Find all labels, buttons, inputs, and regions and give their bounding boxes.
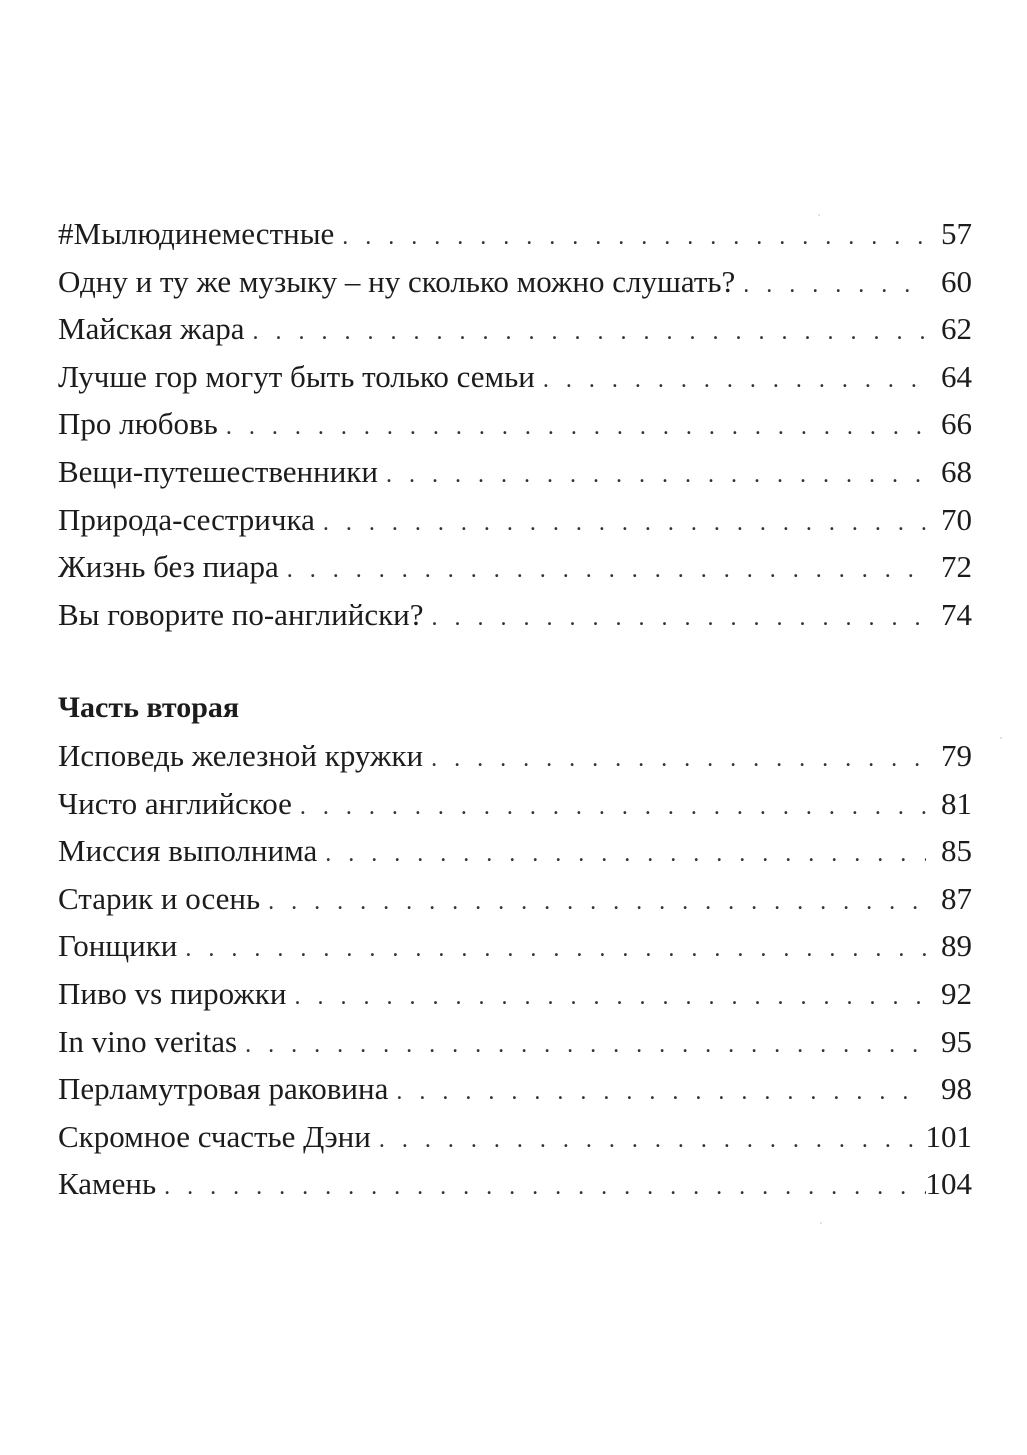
toc-entry-page: 101 (925, 1118, 972, 1154)
toc-entry-title: #Мылюдинеместные (58, 216, 335, 251)
toc-entry (58, 210, 972, 258)
toc-entry-title: In vino veritas (58, 1023, 238, 1059)
toc-entry (58, 591, 972, 639)
toc-entry-page: 57 (941, 216, 972, 251)
toc-entry (58, 970, 972, 1018)
toc-entry-title: Природа-сестричка (58, 501, 315, 537)
toc-entry-page: 81 (941, 785, 972, 821)
toc-entry-title: Чисто английское (58, 785, 292, 821)
toc-entry (58, 400, 972, 448)
dot-leader (379, 1117, 926, 1165)
toc-entry-title: Майская жара (58, 311, 245, 347)
dot-leader (743, 262, 926, 310)
toc-entry (58, 1065, 972, 1113)
toc-entry (58, 258, 972, 306)
toc-entry (58, 1160, 972, 1208)
section-heading: Часть вторая (58, 691, 240, 724)
toc-entry (58, 543, 972, 591)
toc-entry-title: Жизнь без пиара (58, 549, 279, 585)
dot-leader (226, 404, 926, 452)
dot-leader (287, 547, 926, 595)
toc-entry (58, 922, 972, 970)
toc-entry (58, 732, 972, 780)
toc-entry (58, 827, 972, 875)
toc-entry-page: 89 (941, 928, 972, 964)
toc-entry-page: 95 (941, 1023, 972, 1059)
toc-entry-title: Вещи-путешественники (58, 453, 378, 489)
dot-leader (268, 879, 926, 927)
toc-part-two (58, 686, 972, 1208)
toc-entry-title: Исповедь железной кружки (58, 738, 424, 773)
toc-entry-title: Пиво vs пирожки (58, 975, 287, 1011)
toc-entry (58, 1113, 972, 1161)
toc-entry-page: 68 (941, 453, 972, 489)
toc-entry-title: Вы говорите по-английски? (58, 596, 424, 632)
toc-entry-page: 72 (941, 549, 972, 585)
dot-leader (294, 974, 926, 1022)
toc-entry-title: Старик и осень (58, 880, 261, 916)
dot-leader (396, 1069, 926, 1117)
toc-entry (58, 448, 972, 496)
dot-leader (300, 784, 926, 832)
toc-entry-page: 74 (941, 596, 972, 632)
toc-entry (58, 353, 972, 401)
toc-entry-title: Камень (58, 1166, 157, 1202)
dot-leader (325, 831, 926, 879)
toc-entry-title: Одну и ту же музыку – ну сколько можно слушать? (58, 263, 736, 299)
dot-leader (386, 452, 926, 500)
paper-speck (1000, 737, 1002, 739)
toc-entry-page: 62 (941, 311, 972, 347)
paper-speck (820, 1222, 822, 1224)
dot-leader (323, 500, 926, 548)
toc-entry-title: Перламутровая раковина (58, 1071, 389, 1107)
toc-entry-page: 66 (941, 406, 972, 442)
toc-entry (58, 875, 972, 923)
toc-entry-title: Гонщики (58, 928, 178, 964)
toc-part-one (58, 210, 972, 638)
toc-entry (58, 1018, 972, 1066)
paper-speck (818, 214, 820, 216)
dot-leader (342, 214, 926, 262)
toc-entry-title: Лучше гор могут быть только семьи (58, 358, 535, 394)
dot-leader (252, 309, 926, 357)
toc-entry-page: 70 (941, 501, 972, 537)
toc-entry-page: 98 (941, 1071, 972, 1107)
toc-entry-page: 60 (941, 263, 972, 299)
toc-entry-page: 64 (941, 358, 972, 394)
dot-leader (185, 926, 926, 974)
dot-leader (432, 595, 927, 643)
toc-entry-page: 104 (925, 1166, 972, 1202)
toc-entry-page: 79 (941, 738, 972, 773)
toc-entry (58, 496, 972, 544)
dot-leader (164, 1164, 925, 1212)
dot-leader (245, 1022, 926, 1070)
toc-entry-title: Скромное счастье Дэни (58, 1118, 371, 1154)
toc-entry-title: Миссия выполнима (58, 833, 318, 869)
toc-entry-page: 92 (941, 975, 972, 1011)
toc-entry-title: Про любовь (58, 406, 218, 442)
toc-entry (58, 780, 972, 828)
toc-entry-page: 85 (941, 833, 972, 869)
toc-entry (58, 305, 972, 353)
dot-leader (431, 736, 926, 784)
dot-leader (543, 357, 926, 405)
toc-entry-page: 87 (941, 880, 972, 916)
